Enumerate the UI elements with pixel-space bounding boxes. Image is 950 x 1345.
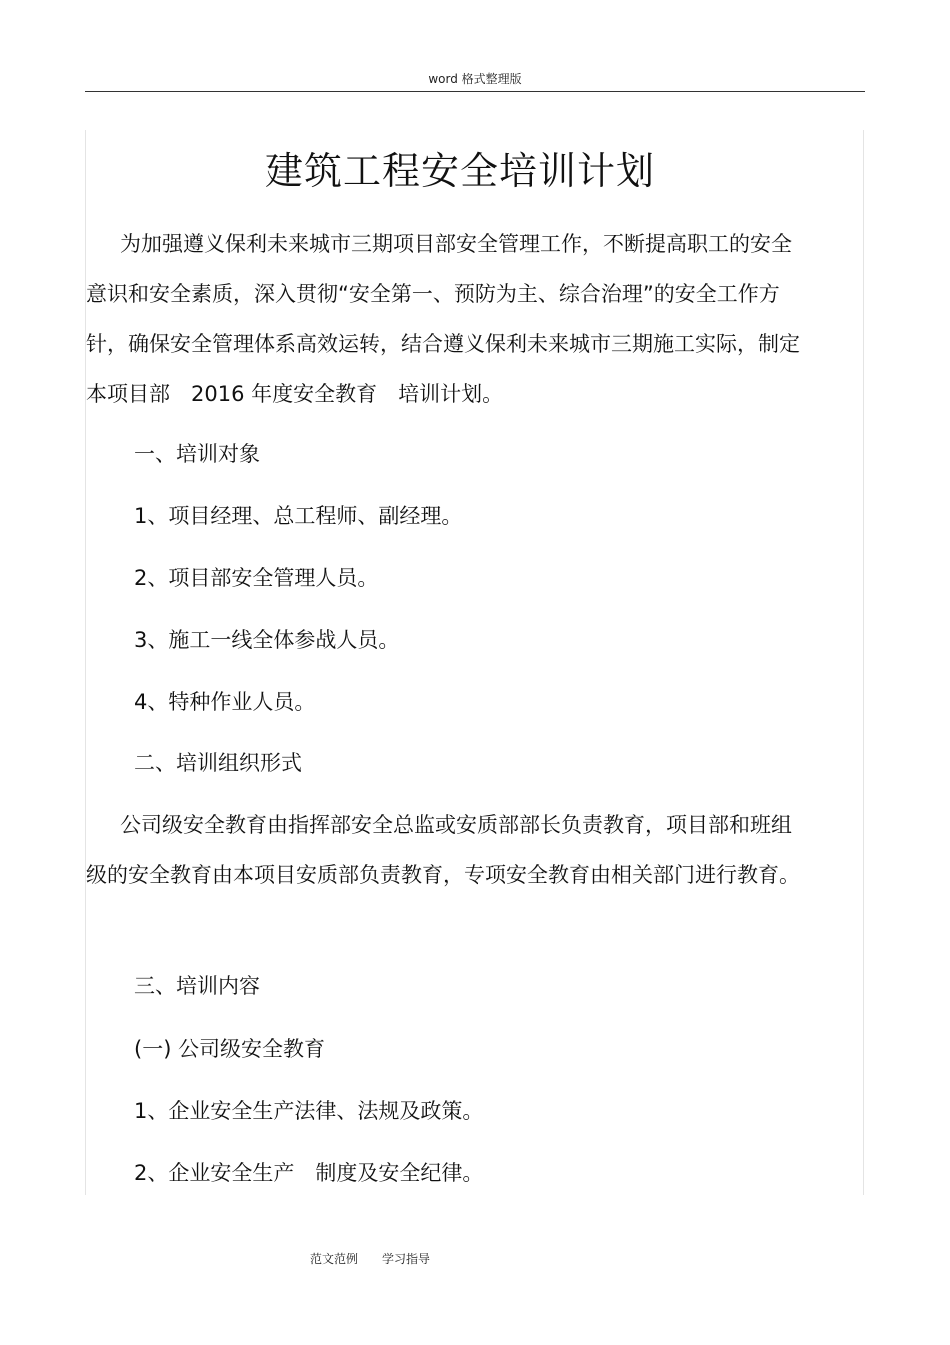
list-item: 4、特种作业人员。 <box>134 690 316 714</box>
header-divider <box>85 91 865 92</box>
section-heading-content: 三、培训内容 <box>134 974 260 998</box>
page-header: word 格式整理版 <box>428 72 522 86</box>
section-heading-training-targets: 一、培训对象 <box>134 442 260 466</box>
document-title: 建筑工程安全培训计划 <box>264 149 655 193</box>
list-item: 2、企业安全生产 制度及安全纪律。 <box>134 1161 484 1185</box>
organization-paragraph: 公司级安全教育由指挥部安全总监或安质部部长负责教育，项目部和班组级的安全教育由本项目安质部负责教育，专项安全教育由相关部门进行教育。 <box>86 813 800 887</box>
page-footer: 范文范例 学习指导 <box>310 1252 431 1266</box>
section-heading-organization: 二、培训组织形式 <box>134 751 302 775</box>
subsection-heading-company-level: (一) 公司级安全教育 <box>134 1037 326 1061</box>
page-border-right <box>863 130 864 1195</box>
list-item: 1、项目经理、总工程师、副经理。 <box>134 504 463 528</box>
intro-paragraph: 为加强遵义保利未来城市三期项目部安全管理工作，不断提高职工的安全意识和安全素质，深入贯彻“安全第一、预防为主、综合治理”的安全工作方针，确保安全管理体系高效运转，结合遵义保利未来城市三期施工实际，制定本项目部 2016 年度安全教育 培训计划。 <box>86 232 800 406</box>
list-item: 3、施工一线全体参战人员。 <box>134 628 400 652</box>
list-item: 1、企业安全生产法律、法规及政策。 <box>134 1099 484 1123</box>
list-item: 2、项目部安全管理人员。 <box>134 566 379 590</box>
